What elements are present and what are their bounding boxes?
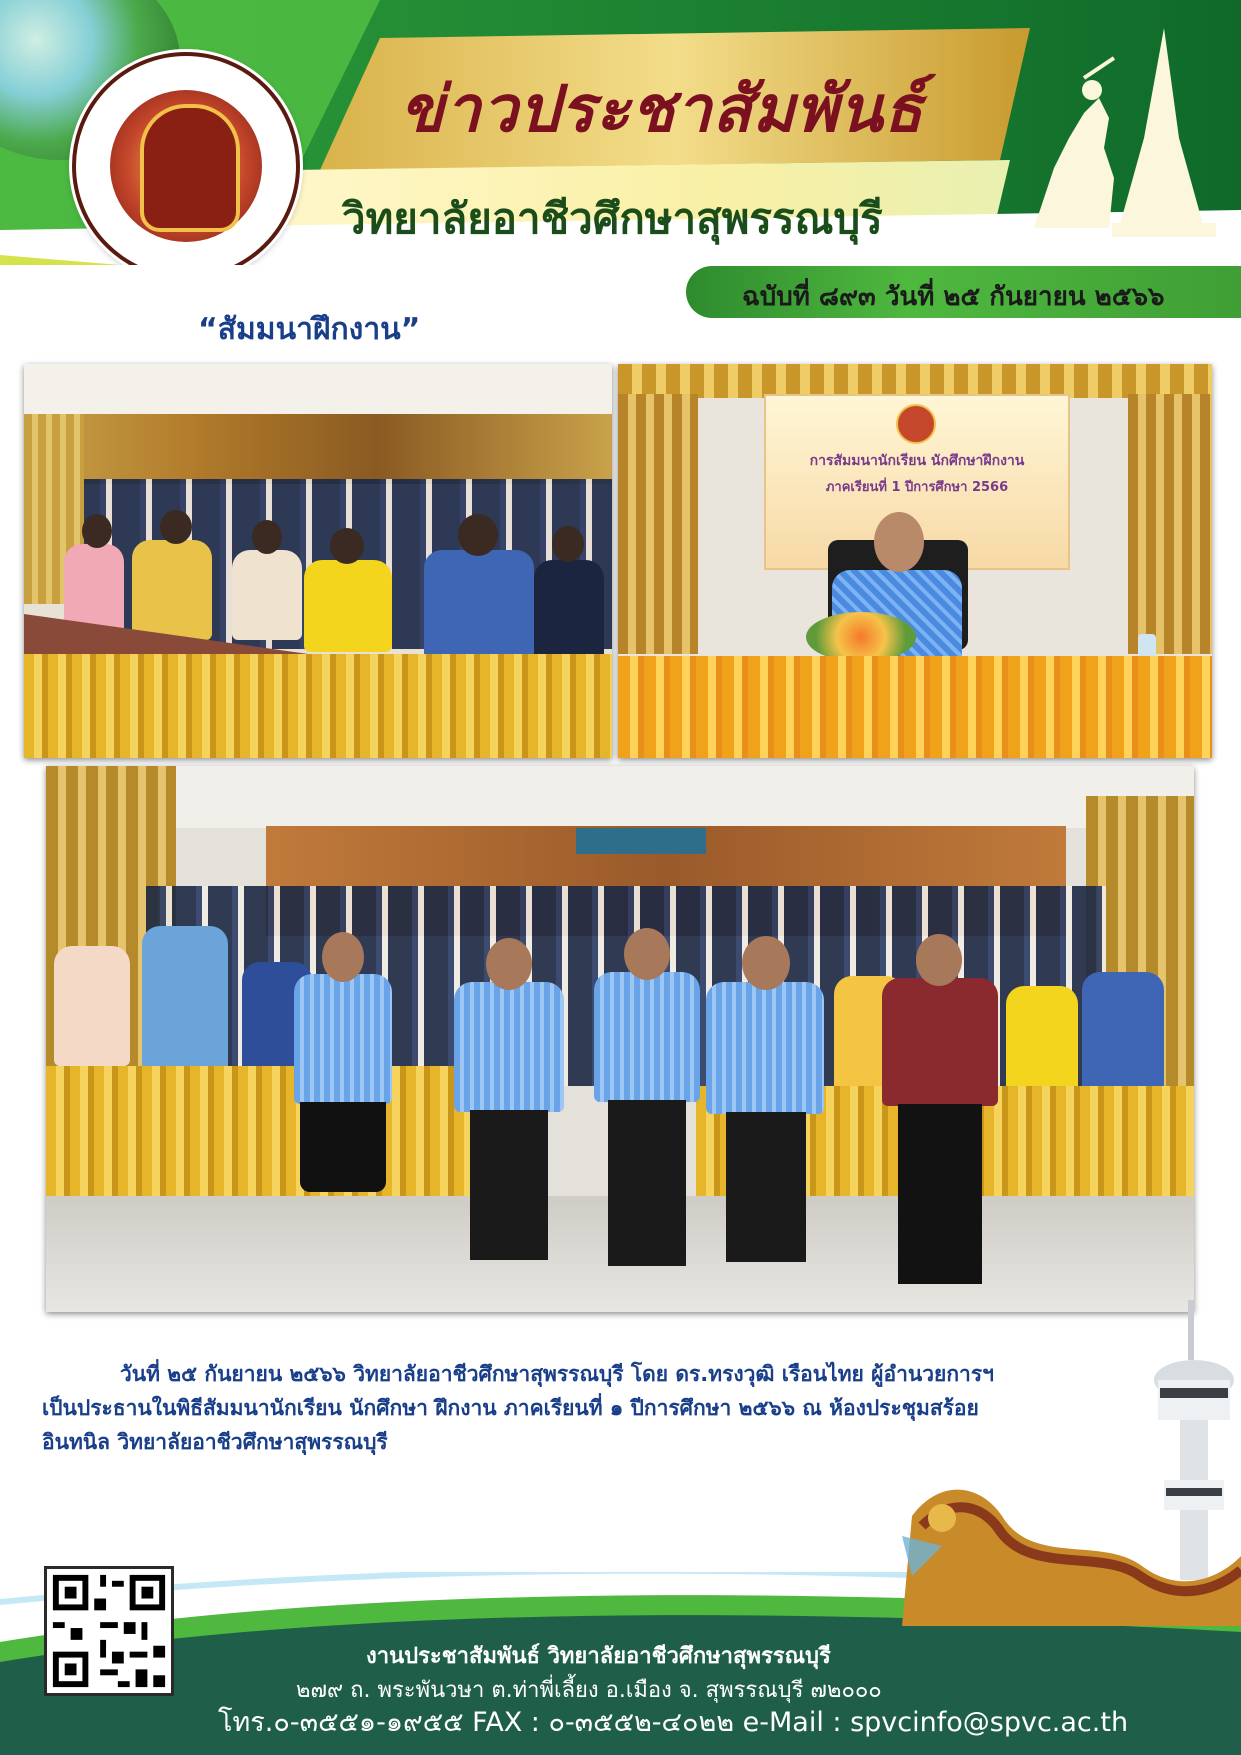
wall-sign (576, 828, 706, 854)
dignitary (294, 974, 392, 1104)
curtain-left (618, 394, 698, 654)
attendee (424, 550, 534, 660)
page-title: ข่าวประชาสัมพันธ์ (400, 73, 924, 147)
attendee (142, 926, 228, 1076)
flower-arrangement (806, 612, 916, 662)
dignitary-trousers (608, 1100, 686, 1266)
caption-line-1: วันที่ ๒๕ กันยายน ๒๕๖๖ วิทยาลัยอาชีวศึกษาสุพรรณบุรี โดย ดร.ทรงวุฒิ เรือนไทย ผู้อำนวยการฯ (120, 1362, 994, 1386)
footer-organization: งานประชาสัมพันธ์ วิทยาลัยอาชีวศึกษาสุพรรณบุรี (366, 1644, 831, 1669)
dignitary-head (486, 938, 532, 990)
caption-line-2: เป็นประธานในพิธีสัมมนานักเรียน นักศึกษา ฝึกงาน ภาคเรียนที่ ๑ ปีการศึกษา ๒๕๖๖ ณ ห้องประชุมสร้อย (42, 1396, 979, 1420)
pagoda-monument-icon (1014, 18, 1234, 244)
dignitary (454, 982, 564, 1112)
ceiling (46, 766, 1194, 828)
qr-code-icon[interactable] (44, 1566, 174, 1696)
attendee (132, 540, 212, 640)
banner-subtitle: ภาคเรียนที่ 1 ปีการศึกษา 2566 (825, 480, 1009, 495)
dignitary (706, 982, 824, 1114)
dignitary-head (624, 928, 670, 980)
college-logo-icon (896, 404, 936, 444)
attendee-head (330, 528, 364, 564)
attendee-head (458, 514, 498, 556)
ceiling (24, 364, 612, 414)
dragon-icon (902, 1476, 1241, 1626)
photo-audience (24, 364, 612, 758)
dignitary-trousers (470, 1110, 548, 1260)
dignitary-head (916, 934, 962, 986)
article-heading: “สัมมนาฝึกงาน” (198, 312, 421, 347)
qr-pattern (47, 1569, 171, 1693)
photo-group (46, 766, 1194, 1312)
banner-title: การสัมมนานักเรียน นักศึกษาฝึกงาน (809, 453, 1025, 469)
dignitary (882, 978, 998, 1106)
attendee (304, 560, 392, 652)
issue-info: ฉบับที่ ๘๙๓ วันที่ ๒๕ กันยายน ๒๕๖๖ (742, 282, 1165, 312)
attendee (1082, 972, 1164, 1096)
attendee (54, 946, 130, 1066)
photo-chairman (618, 364, 1212, 758)
logo-emblem (140, 104, 240, 232)
attendee (534, 560, 604, 660)
footer-address: ๒๗๙ ถ. พระพันวษา ต.ท่าพี่เลี้ยง อ.เมือง จ. สุพรรณบุรี ๗๒๐๐๐ (296, 1678, 882, 1703)
attendee-head (552, 526, 584, 562)
dignitary (594, 972, 700, 1102)
college-name: วิทยาลัยอาชีวศึกษาสุพรรณบุรี (342, 194, 883, 243)
curtain-valance (618, 364, 1212, 398)
gold-table-skirt (618, 656, 1212, 758)
dignitary-trousers (898, 1104, 982, 1284)
footer-contact: โทร.๐-๓๕๕๑-๑๙๕๕ FAX : ๐-๓๕๕๒-๔๐๒๒ e-Mail : spvcinfo@spvc.ac.th (218, 1707, 1129, 1738)
attendee (1006, 986, 1078, 1096)
caption-box (42, 1348, 1136, 1468)
curtain-right (1128, 394, 1212, 654)
dignitary-trousers (726, 1112, 806, 1262)
attendee-head (82, 514, 112, 548)
attendee-head (252, 520, 282, 554)
header-banner (0, 0, 1241, 265)
dignitary-head (742, 936, 790, 990)
caption-line-3: อินทนิล วิทยาลัยอาชีวศึกษาสุพรรณบุรี (42, 1430, 388, 1454)
attendee-head (160, 510, 192, 544)
chairman-head (874, 512, 924, 572)
dignitary-head (322, 932, 364, 982)
college-logo-icon (72, 52, 300, 265)
dignitary-skirt (300, 1102, 386, 1192)
attendee (232, 550, 302, 640)
gold-table-skirt (24, 654, 612, 758)
back-wall (24, 414, 612, 484)
